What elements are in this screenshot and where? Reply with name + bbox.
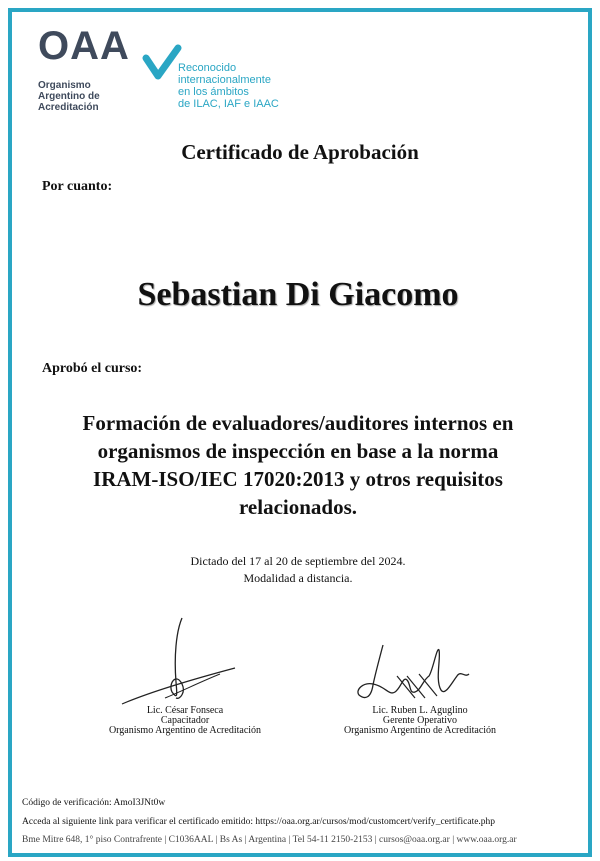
signatory-org: Organismo Argentino de Acreditación [343,725,497,736]
signature-block-1 [85,706,285,736]
footer-address: Bme Mitre 648, 1° piso Contrafrente | C1036AAL | Bs As | Argentina | Tel 54-11 2150-2153 | cursos@oaa.org.ar | www.oaa.org.ar [22,835,517,845]
checkmark-icon [142,44,182,80]
passed-label: Aprobó el curso: [42,361,143,376]
course-title: Formación de evaluadores/auditores internos en organismos de inspección en base a la norma IRAM-ISO/IEC 17020:2013 y otros requisitos relacionados. [82,411,514,519]
course-modality: Modalidad a distancia. [243,571,353,585]
whereas-label: Por cuanto: [42,179,113,194]
signature-block-2 [320,706,520,736]
signatory-name: Lic. Ruben L. Aguglino [372,705,468,716]
signatory-role: Gerente Operativo [382,715,458,726]
signatory-org: Organismo Argentino de Acreditación [108,725,262,736]
recognition-text: Reconocido internacionalmente en los ámbitos de ILAC, IAF e IAAC [178,62,279,110]
signatory-name: Lic. César Fonseca [146,705,224,716]
signatory-role: Capacitador [160,715,210,726]
course-dates: Dictado del 17 al 20 de septiembre del 2024. [190,554,406,568]
signature-aguglino [345,640,475,710]
recipient-name: Sebastian Di Giacomo [137,276,459,313]
logo-subtitle: Organismo Argentino de Acreditación [38,80,100,113]
course-details [0,553,596,587]
verify-link[interactable]: Acceda al siguiente link para verificar el certificado emitido: https://oaa.org.ar/cursos/mod/customcert/verify_certificate.php [22,817,496,827]
logo-wordmark: OAA [38,24,130,68]
verification-code: Código de verificación: AmoI3JNt0w [22,798,166,808]
certificate-title: Certificado de Aprobación [181,140,419,164]
signature-fonseca [110,612,240,712]
